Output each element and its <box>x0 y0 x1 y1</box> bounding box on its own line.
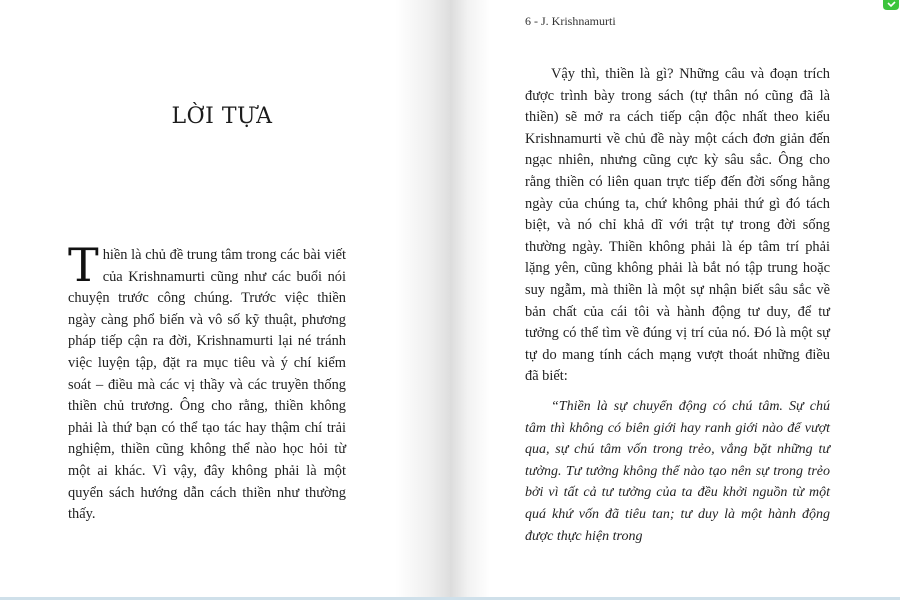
drop-cap: T <box>68 238 99 292</box>
left-page-text: hiền là chủ đề trung tâm trong các bài viết của Krishnamurti cũng như các buổi nói chuyện trước công chúng. Trước việc thiền ngày càng phổ biến và vô số kỹ thuật, phương pháp tiếp cận ra đời, Krishnamurti lại né tránh việc luyện tập, đặt ra mục tiêu và ý chí kiểm soát – điều mà các vị thầy và các truyền thống thiền chủ trương. Ông cho rằng, thiền không phải là thứ bạn có thể tạo tác hay thậm chí trải nghiệm, thiền cũng không thể nào học hỏi từ một ai khác. Vì vậy, đây không phải là một quyển sách hướng dẫn cách thiền như thường thấy. <box>68 247 346 523</box>
right-page-quote: “Thiền là sự chuyển động có chú tâm. Sự chú tâm thì không có biên giới hay ranh giới nào để vượt qua, sự chú tâm vốn trong trẻo, vắng bặt những tư tưởng. Tư tưởng không thể nào tạo nên sự trong trẻo bởi vì tất cả tư tưởng của ta đều khởi nguồn từ một quá khứ vốn đã tiêu tan; tư duy là một hành động được thực hiện trong <box>525 399 830 544</box>
green-bookmark-icon[interactable] <box>879 0 900 10</box>
gutter-shadow-left <box>395 0 450 600</box>
gutter-shadow-right <box>450 0 490 600</box>
left-page-body <box>68 238 346 526</box>
right-page-body: Vậy thì, thiền là gì? Những câu và đoạn trích được trình bày trong sách (tự thân nó cũng đã là thiền) sẽ mở ra cách tiếp cận độc nhất theo kiểu Krishnamurti về chủ đề này một cách đơn giản đến ngạc nhiên, nhưng cũng cực kỳ sâu sắc. Ông cho rằng thiền có liên quan trực tiếp đến đời sống hằng ngày của chúng ta, chứ không phải thứ gì đó tách biệt, và nó chỉ khả dĩ với trật tự trong đời sống thường ngày. Thiền không phải là ép tâm trí phải lặng yên, cũng không phải là bắt nó tập trung hoặc suy ngẫm, mà thiền là một sự nhận biết sâu sắc về bản chất của cái tôi và hành động tư duy, để tư tưởng có thể tìm về đúng vị trí của nó. Đó là một sự tự do mang tính cách mạng vượt thoát những điều đã biết: <box>525 66 830 385</box>
running-head: 6 - J. Krishnamurti <box>525 14 616 28</box>
chapter-title: LỜI TỰA <box>171 104 273 129</box>
